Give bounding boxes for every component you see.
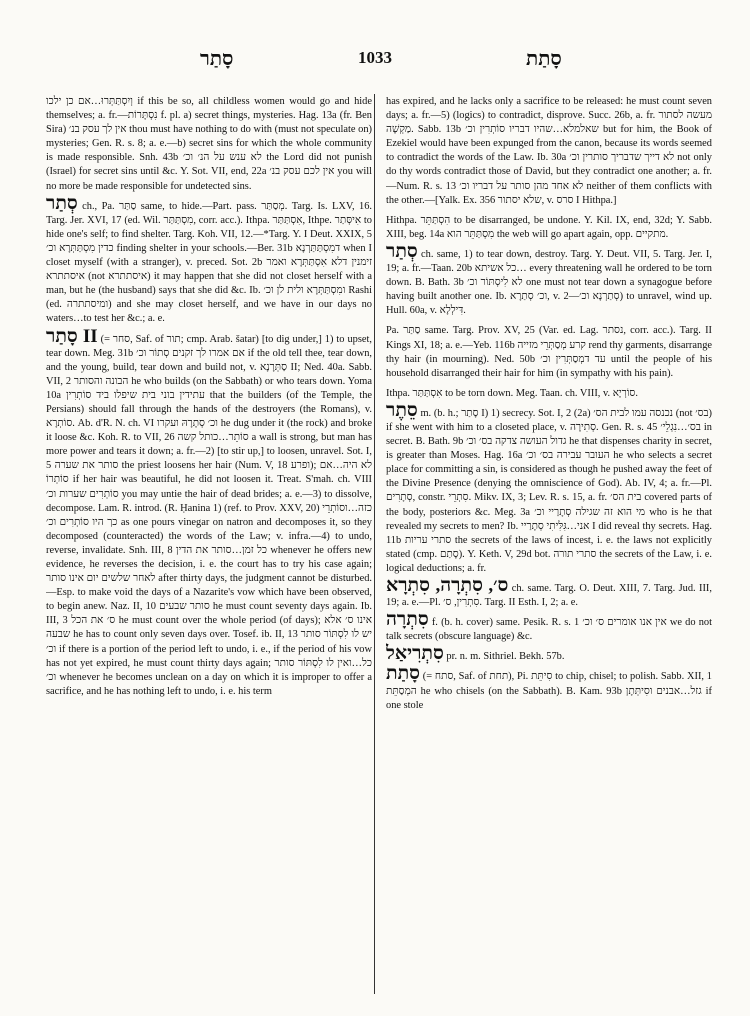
entry-text: ch. same. Targ. O. Deut. XIII, 7. Targ. Jud. III, 19; a. e.—Pl. סִתְרִין, ס׳. Targ. II Esth. I, 2; a. e. [386, 583, 712, 609]
entry [386, 575, 712, 610]
entry [386, 663, 712, 712]
entry [46, 192, 372, 327]
entry-headword: סִתְרָה [386, 609, 429, 631]
entry-text: וְיִסְתַּתְּרוּ…אם כן ילכו if this be so, all childless women would go and hide themselves; a. fr.—נִסְתָּרוֹת f. pl. a) secret things, mysteries. Hag. 13a (fr. Ben Sira) אין לך עסק בנ׳ thou must have nothing to do with (must not speculate on) mysteries; Gen. R. s. 8; a. e.—b) secret sins for which the whole community is made responsible. Snh. 43b לא ענש על הנ׳ וכ׳ the Lord did not punish (Israel) for secret sins until &c. Y. Sot. VII, end, 22a אין לכם עסק בנ׳ you will no more be made responsible for undetected sins. [46, 96, 372, 192]
entry-text: ch., Pa. סַתַּר same, to hide.—Part. pass. מְסַתַּר. Targ. Is. LXV, 16. Targ. Jer. XVI, 17 (ed. Wil. מִסְתַּתַּר, corr. acc.). Ithpa. אִסְתַּתַּר, Ithpe. אִיסְּתַר to hide one's self; to find shelter. Targ. Koh. VII, 12.—*Targ. Y. I Deut. XXIX, 5 כדין מִסְתַּתְּרָא וכ׳ finding shelter in your schools.—Ber. 31b דמִסְתַּתַּרְנָא when I closet myself (with a stranger), v. preced. Sot. 2b זימנין דלא אִסְתַּתְּרָא ואמר איסתתרא (not איסתתרא) it may happen that she did not closet herself with a man, but he (the husband) says that she did &c. Ib. ומִסְתַּתְּרָא ולית לן וכ׳ Rashi (ed. ומיסתתרה) and she may closet herself, and we have in our days no waters…to test her &c.; a. e. [46, 200, 372, 325]
entry [386, 384, 712, 401]
entry-text: ch. same, 1) to tear down, destroy. Targ. Y. Deut. VII, 5. Targ. Jer. I, 19; a. fr.—Taan. 20b כל אשיתא… every threatening wall he ordered to be torn down. B. Bath. 3b לא לִיסְתּוֹר וכ׳ one must not tear down a synagogue before having built another one. Ib. וכ׳ סְתַרָא, v. סְתַרְנָא וכ׳—2) to unravel, wind up. Hull. 60a, v. דִּילְלָא. [386, 248, 712, 317]
entry-text: has expired, and he lacks only a sacrifice to be released: he must count seven days; a. fr.—5) (logics) to contradict, disprove. Succ. 26b, a. fr. מעשה לסתור מַקְשָׁה. Sabb. 13b שאלמלא…שהיו דבריו סוֹתְרִין וכ׳ but for him, the Book of Ezekiel would have been expunged from the canon, because its words seemed to contradict the words of the Law. Ib. 30a לא דייך שדבריך סותרין וכ׳ not only do thy words contradict those of David, but they contradict one another; a. fr.—Num. R. s. 13 לא אחד מהן סותר על דבריו וכ׳ neither of them conflicts with the other.—[Yalk. Ex. 356 שלא יסתור, v. סרס I Hithpa.] [386, 96, 712, 206]
entry-text: Hithpa. הִסְתַּתֵּר to be disarranged, be undone. Y. Kil. IX, end, 32d; Y. Sabb. XIII, beg. 14a מִסְתַּתֵּר הוא the web will go apart again, opp. מתקיים. [386, 214, 712, 240]
entry-text: m. (b. h.; סָתַר I) 1) secrecy. Sot. I, 2 (2a) נכנסה עמו לבית הס׳ (not בס׳) if she went with him to a closeted place, v. סְתִירָה. Gen. R. s. 45 בס׳…נִגְלֵי׳ in secret. B. Bath. 9b גדול העושה צדקה בס׳ וכ׳ he that dispenses charity in secret, is greater than Moses. Hag. 16a העובר עבירה בס׳ וכ׳ he who selects a secret place for committing a sin, is considered as though he pushed away the feet of the Divine Presence (denying the omniscience of God). Ab. IV, 4; a. fr.—Pl. סְתָרִים, constr. סִתְרֵי. Mikv. IX, 3; Lev. R. s. 15, a. fr. בית הס׳ covered parts of the body, posteriors &c. Meg. 3a מי הוא זה שגילה סְתָרַיי וכ׳ who is he that revealed my secrets to men? Ib. אני…גִּלִּיתִי סְתָרַיי I did reveal thy secrets. Hag. 11b סתרי עריות the secrets of the laws of incest, i. e. the laws not explicitly stated (cmp. סָתַם). Y. Keth. V, 29d bot. סתרי תורה the secrets of the Law, i. e. logical deductions; a. fr. [386, 407, 712, 574]
entry [386, 399, 712, 576]
entry-text: (= סתח, Saf. of תחת), Pi. סִיתֵּת to chip, chisel; to polish. Sabb. XII, 1 המְסַתֵּת he who chisels (on the Sabbath). B. Kam. 93b גזל…אבנים וסִיתְּתָן if one stole [386, 671, 712, 711]
entry-headword: סְתַר [386, 240, 418, 262]
entry-headword: סָתַר II [46, 325, 98, 347]
entry-text: Ithpa. אִסְתַּתַּר to be torn down. Meg. Taan. ch. VIII, v. סוֹרְיָא. [386, 387, 638, 399]
entry [46, 325, 372, 699]
left-running-head: סָתַר [200, 48, 234, 70]
entry-headword: סִתְרִיאַל [386, 643, 444, 665]
entry [386, 643, 712, 665]
entry-text: Pa. סַתַּר same. Targ. Prov. XV, 25 (Var. ed. Lag. נסתר, corr. acc.). Targ. II Kings XI, 18; a. e.—Yeb. 116b קרע מְסַתְּרֵי מזייה rend thy garments, disarrange thy hair (in mourning). Ned. 50b עד דמְסַתְּרִין וכ׳ until the people of his household disarranged their hair for him (in sympathy with his pain). [386, 325, 712, 379]
entry-headword: סְתַר [46, 192, 78, 214]
entry-headword: סֵתֶר [386, 399, 418, 421]
right-running-head: סָתַת [526, 48, 562, 70]
page-number: 1033 [358, 48, 392, 67]
entry-headword: ס׳, סִתְרָה, סִתְרָא [386, 575, 509, 596]
entry-headword: סָתַת [386, 663, 420, 685]
entry-text: (= סחר, Saf. of תור; cmp. Arab. šatar) [to dig under,] 1) to upset, tear down. Meg. 31b אם אמרו לך זקנים סְתוֹר וכ׳ if the old tell thee, tear down, and the young, build, tear down and build not, v. סַתְּרָנָא II; Ned. 40a. Sabb. VII, 2 הבונה והסותר he who builds (on the Sabbath) or who tears down. Yoma 10a עתידין בוני בית שיפלו ביד סוֹתְרִין that the builders (of the Temple, the Persians) should fall through the hands of the destroyers (the Romans), v. סוֹתְרָא. Ab. d'R. N. ch. VI וכ׳ סְתָרָהּ ועקרו he dug under it (the rock) and broke it loose &c. Koh. R. to VII, 26 סוֹתֵר…כותל קשה a wall is strong, but man has more power and tears it down; a. fr.—2) [to stir up,] to loosen, unravel. Sot. I, 5 סותר את שערה the priest loosens her hair (Num. V, 18 ופרע); לא היה…אם סוֹתְרוֹ if her hair was beautiful, he did not loosen it. Treat. S'mah. ch. VIII סוֹתְרִים שערות וכ׳ you may untie the hair of dead brides; a. e.—3) to dissolve, decompose. Lam. R. introd. (R. Ḥanina 1) (ref. to Prov. XXV, 20) כזה…וסוֹתְרֵי כך היו סוֹתְרִים וכ׳ as one pours vinegar on natron and decomposes it, so they decomposed (counteracted) the words of the Law; v. infra.—4) to undo, reverse, invalidate. Snh. III, 8 כל זמן…סותר את הדין whenever he offers new evidence, he reverses the decision, i. e. the court has to try his case again; לאחר שלשים יום אינו סותר after thirty days, the judgment cannot be disturbed.—Esp. to make void the days of a Nazarite's vow which have been observed, to begin anew. Naz. II, 10 סותר שבעים he must count seventy days again. Ib. III, 3 ס׳ את הכל he must count over the whole period (of days); אינו ס׳ אלא שבעה he has to count only seven days over. Tosef. ib. II, 13 יש לו לִסְתּוֹר סותר וכ׳ if there is a portion of the period left to undo, i. e., if the period of his vow has not yet expired, he must count thirty days again; כל…ואין לו לִסְתּוֹר סותר וכ׳ whenever he becomes unclean on a day on which it is improper to offer a sacrifice, and he has nothing left to undo, i. e. his term [46, 333, 372, 697]
entry [386, 609, 712, 644]
entry [46, 92, 372, 194]
entry-text: pr. n. m. Sithriel. Bekh. 57b. [446, 651, 565, 663]
page-header [0, 48, 750, 78]
left-column [46, 92, 372, 997]
entry [386, 240, 712, 318]
right-column [386, 92, 712, 997]
entry-text: f. (b. h. cover) same. Pesik. R. s. 1 אין אנו אומרים ס׳ וכ׳ we do not talk secrets (obscure language) &c. [386, 617, 712, 643]
entry [386, 92, 712, 208]
entry [386, 321, 712, 380]
entry [386, 211, 712, 242]
column-divider [374, 94, 375, 994]
